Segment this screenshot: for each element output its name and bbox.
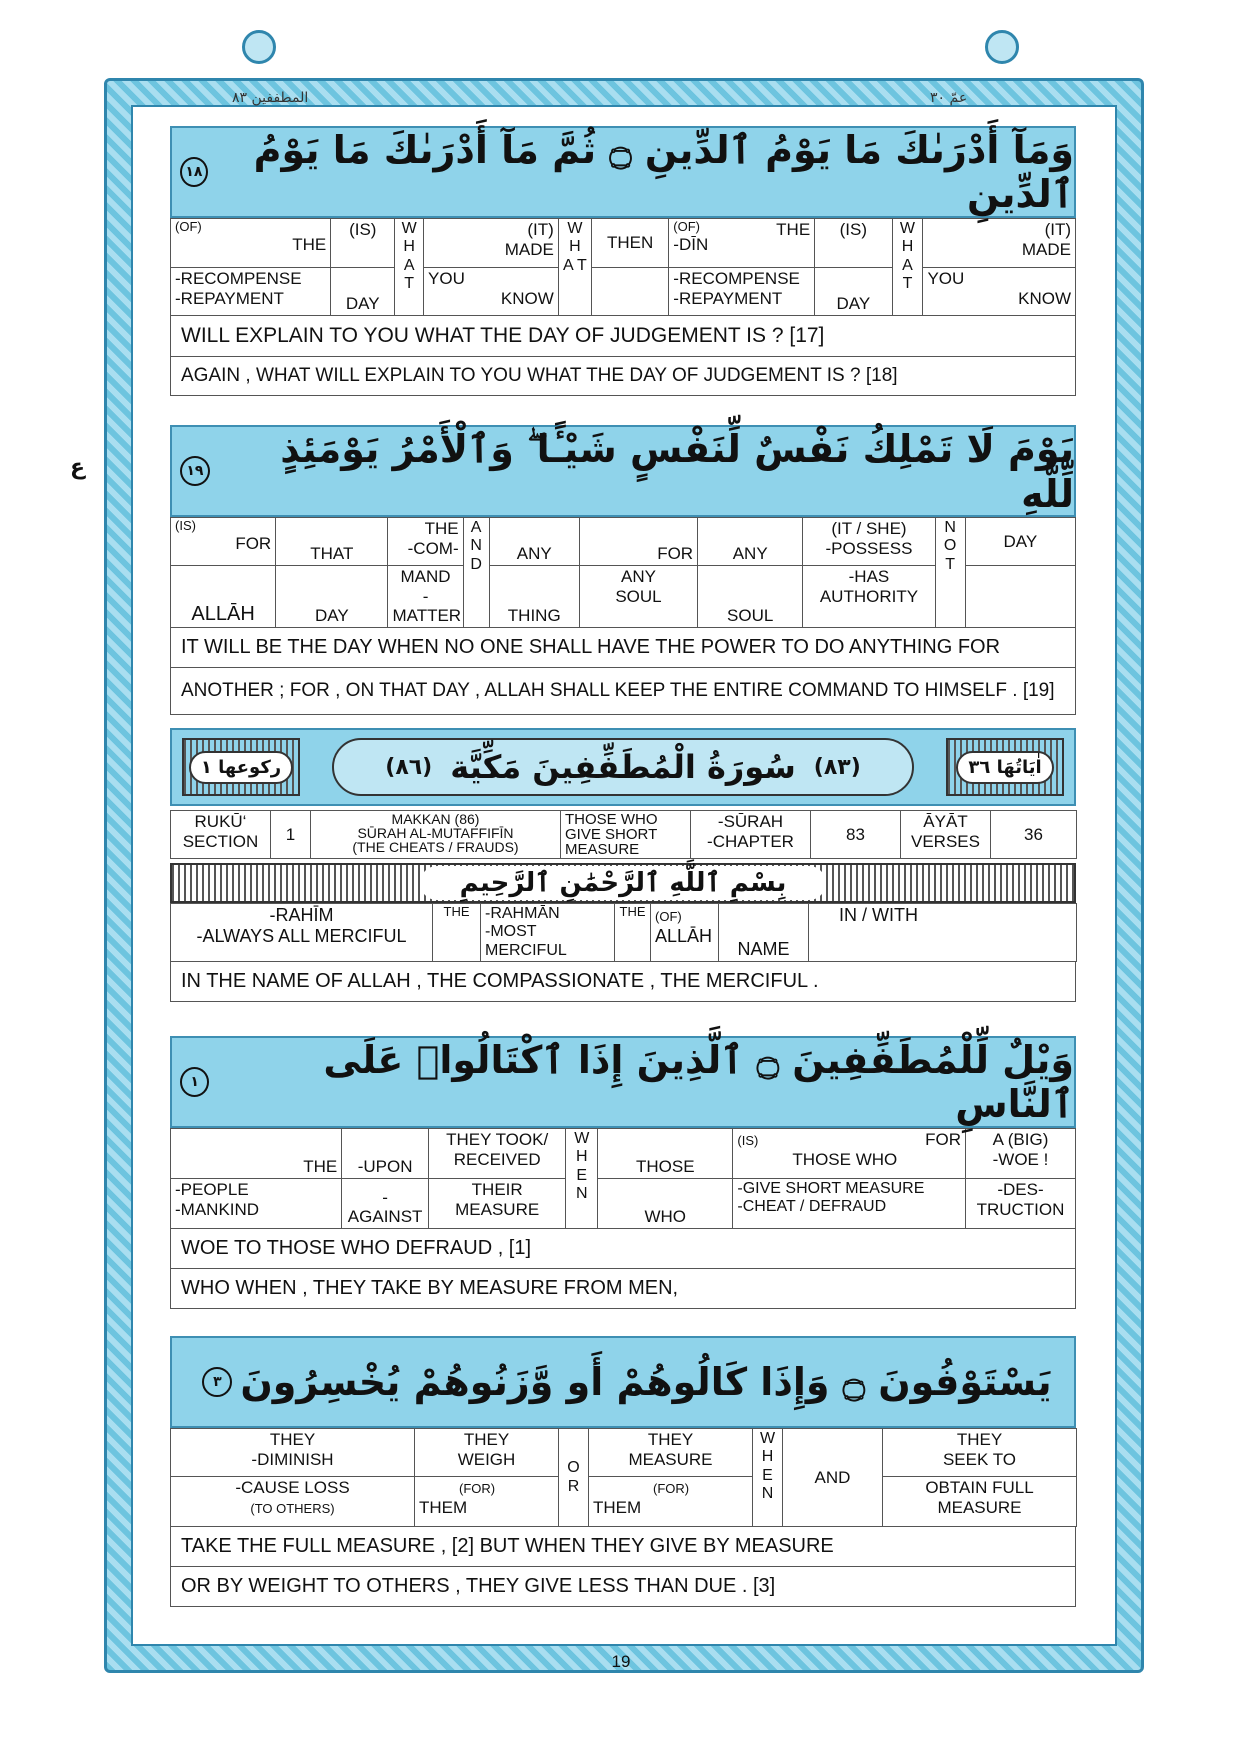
word-cell: W H A T — [395, 219, 424, 316]
word-cell: THEY MEASURE — [589, 1429, 753, 1477]
word-cell: -AGAINST — [342, 1179, 429, 1229]
corner-ornament-icon — [242, 30, 276, 64]
word-cell: THAT — [276, 518, 388, 566]
word-cell: (OF) ALLĀH — [651, 904, 719, 962]
word-cell: -GIVE SHORT MEASURE -CHEAT / DEFRAUD — [733, 1179, 966, 1229]
word-cell: (IT / SHE) -POSSESS — [803, 518, 935, 566]
info-cell: 36 — [991, 811, 1077, 859]
word-cell: ANY — [489, 518, 579, 566]
word-cell: (IS) FOR — [171, 518, 276, 566]
arabic-text: يَوْمَ لَا تَمْلِكُ نَفْسٌ لِّنَفْسٍ شَيْـًٔا ۖ وَٱلْأَمْرُ يَوْمَئِذٍ لِّلَّهِ — [280, 426, 1074, 516]
word-cell: N O T — [935, 518, 965, 628]
word-cell: -DES- TRUCTION — [965, 1179, 1075, 1229]
word-table — [170, 1428, 1077, 1527]
word-cell: THEY SEEK TO — [883, 1429, 1077, 1477]
word-cell: -RECOMPENSE -REPAYMENT — [669, 268, 815, 316]
word-cell: THING — [489, 566, 579, 628]
surah-header — [170, 728, 1076, 1002]
word-cell: W H A T — [892, 219, 923, 316]
header-right-label: عمّ ٣٠ — [930, 90, 968, 106]
verse-number-icon: ١ — [180, 1067, 209, 1097]
verse-block-19 — [170, 425, 1076, 715]
word-cell: (FOR) THEM — [415, 1477, 559, 1527]
word-cell — [965, 566, 1075, 628]
word-cell: THEY TOOK/ RECEIVED — [428, 1129, 565, 1179]
translation-line: WHO WHEN , THEY TAKE BY MEASURE FROM MEN, — [170, 1269, 1076, 1309]
translation-line: IN THE NAME OF ALLAH , THE COMPASSIONATE , THE MERCIFUL . — [170, 962, 1076, 1002]
word-cell: FOR — [579, 518, 697, 566]
word-cell: (OF) THE -DĪN — [669, 219, 815, 268]
word-cell: SOUL — [698, 566, 803, 628]
word-cell: DAY — [276, 566, 388, 628]
word-cell: W H E N — [753, 1429, 783, 1527]
word-cell: (IS) — [815, 219, 892, 268]
arabic-verse — [170, 126, 1076, 218]
translation-line: ANOTHER ; FOR , ON THAT DAY , ALLAH SHALL KEEP THE ENTIRE COMMAND TO HIMSELF . [19] — [170, 668, 1076, 715]
word-cell: THE -COM- — [388, 518, 463, 566]
word-cell: A N D — [463, 518, 489, 628]
word-cell — [591, 268, 668, 316]
arabic-text: وَمَآ أَدْرَىٰكَ مَا يَوْمُ ٱلدِّينِ ۝ ثُمَّ مَآ أَدْرَىٰكَ مَا يَوْمُ ٱلدِّينِ — [253, 128, 1074, 216]
arabic-text: وَيْلٌ لِّلْمُطَفِّفِينَ ۝ ٱلَّذِينَ إِذَا ٱكْتَالُوا۟ عَلَى ٱلنَّاسِ — [323, 1038, 1074, 1126]
word-table — [170, 218, 1076, 316]
ruku-count-panel: رکوعها ١ — [182, 738, 300, 796]
word-cell: (OF) THE — [171, 219, 331, 268]
arabic-verse — [170, 1336, 1076, 1428]
word-cell: NAME — [719, 904, 809, 962]
arabic-verse — [170, 425, 1076, 517]
translation-line: OR BY WEIGHT TO OTHERS , THEY GIVE LESS THAN DUE . [3] — [170, 1567, 1076, 1607]
word-cell: YOU KNOW — [424, 268, 559, 316]
translation-line: IT WILL BE THE DAY WHEN NO ONE SHALL HAVE THE POWER TO DO ANYTHING FOR — [170, 628, 1076, 668]
word-table — [170, 517, 1076, 628]
word-cell: (IS) FOR THOSE WHO — [733, 1129, 966, 1179]
word-cell: -PEOPLE -MANKIND — [171, 1179, 342, 1229]
word-cell: (IS) — [331, 219, 395, 268]
verse-block-17-18 — [170, 126, 1076, 396]
arabic-verse — [170, 1036, 1076, 1128]
page-number: 19 — [611, 1652, 631, 1671]
word-cell: MAND -MATTER — [388, 566, 463, 628]
word-cell: DAY — [331, 268, 395, 316]
ayat-count-panel: اٰيَاتُهَا ٣٦ — [946, 738, 1064, 796]
arabic-text: يَسْتَوْفُونَ ۝ وَإِذَا كَالُوهُمْ أَو وَّزَنُوهُمْ يُخْسِرُونَ — [240, 1360, 1052, 1404]
surah-title-band — [170, 728, 1076, 806]
word-cell: O R — [559, 1429, 589, 1527]
bismillah-band: بِسْمِ ٱللَّهِ ٱلرَّحْمَٰنِ ٱلرَّحِيمِ — [170, 863, 1076, 903]
word-cell: THE — [171, 1129, 342, 1179]
verse-number-icon: ٣ — [202, 1367, 232, 1397]
verse-block-1-2 — [170, 1036, 1076, 1309]
word-cell: OBTAIN FULL MEASURE — [883, 1477, 1077, 1527]
surah-title: (٨٣) سُورَةُ الْمُطَفِّفِينَ مَكِّيَّة (٨٦) — [332, 738, 914, 796]
info-cell: ĀYĀT VERSES — [901, 811, 991, 859]
word-cell: YOU KNOW — [923, 268, 1076, 316]
verse-block-2-3 — [170, 1336, 1076, 1607]
translation-line: WILL EXPLAIN TO YOU WHAT THE DAY OF JUDGEMENT IS ? [17] — [170, 316, 1076, 357]
word-cell: W H A T — [558, 219, 591, 316]
word-cell: THOSE — [598, 1129, 733, 1179]
word-cell: WHO — [598, 1179, 733, 1229]
word-cell: -CAUSE LOSS (TO OTHERS) — [171, 1477, 415, 1527]
info-cell: THOSE WHO GIVE SHORT MEASURE — [561, 811, 691, 859]
word-cell: ALLĀH — [171, 566, 276, 628]
word-cell: IN / WITH — [809, 904, 1077, 962]
info-cell: MAKKAN (86) SŪRAH AL-MUTAFFIFĪN (THE CHEATS / FRAUDS) — [311, 811, 561, 859]
word-cell: ANY SOUL — [579, 566, 697, 628]
word-cell: A (BIG) -WOE ! — [965, 1129, 1075, 1179]
word-cell: -UPON — [342, 1129, 429, 1179]
verse-number-icon: ١٩ — [180, 456, 210, 486]
word-cell: THEIR MEASURE — [428, 1179, 565, 1229]
word-cell: THEY -DIMINISH — [171, 1429, 415, 1477]
info-cell: RUKŪ‘ SECTION — [171, 811, 271, 859]
word-cell: (FOR) THEM — [589, 1477, 753, 1527]
word-table — [170, 903, 1077, 962]
word-cell: DAY — [965, 518, 1075, 566]
corner-ornament-icon — [985, 30, 1019, 64]
ruku-marker: ع — [70, 455, 86, 480]
info-cell: 1 — [271, 811, 311, 859]
word-cell: -HAS AUTHORITY — [803, 566, 935, 628]
word-cell: THEY WEIGH — [415, 1429, 559, 1477]
word-cell: AND — [783, 1429, 883, 1527]
word-cell: THEN — [591, 219, 668, 268]
word-cell: DAY — [815, 268, 892, 316]
word-cell: (IT) MADE — [424, 219, 559, 268]
translation-line: AGAIN , WHAT WILL EXPLAIN TO YOU WHAT THE DAY OF JUDGEMENT IS ? [18] — [170, 357, 1076, 396]
header-left-label: المطففين ٨٣ — [232, 90, 309, 106]
word-cell: THE — [433, 904, 481, 962]
verse-number-icon: ١٨ — [180, 157, 208, 187]
word-cell: (IT) MADE — [923, 219, 1076, 268]
word-table — [170, 1128, 1076, 1229]
word-cell: W H E N — [566, 1129, 598, 1229]
word-cell: -RAHĪM -ALWAYS ALL MERCIFUL — [171, 904, 433, 962]
word-cell: ANY — [698, 518, 803, 566]
info-cell: 83 — [811, 811, 901, 859]
translation-line: TAKE THE FULL MEASURE , [2] BUT WHEN THEY GIVE BY MEASURE — [170, 1527, 1076, 1567]
word-cell: -RAHMĀN -MOST MERCIFUL — [481, 904, 615, 962]
translation-line: WOE TO THOSE WHO DEFRAUD , [1] — [170, 1229, 1076, 1269]
info-cell: -SŪRAH -CHAPTER — [691, 811, 811, 859]
word-cell: -RECOMPENSE -REPAYMENT — [171, 268, 331, 316]
word-cell: THE — [615, 904, 651, 962]
surah-info-table — [170, 810, 1077, 859]
